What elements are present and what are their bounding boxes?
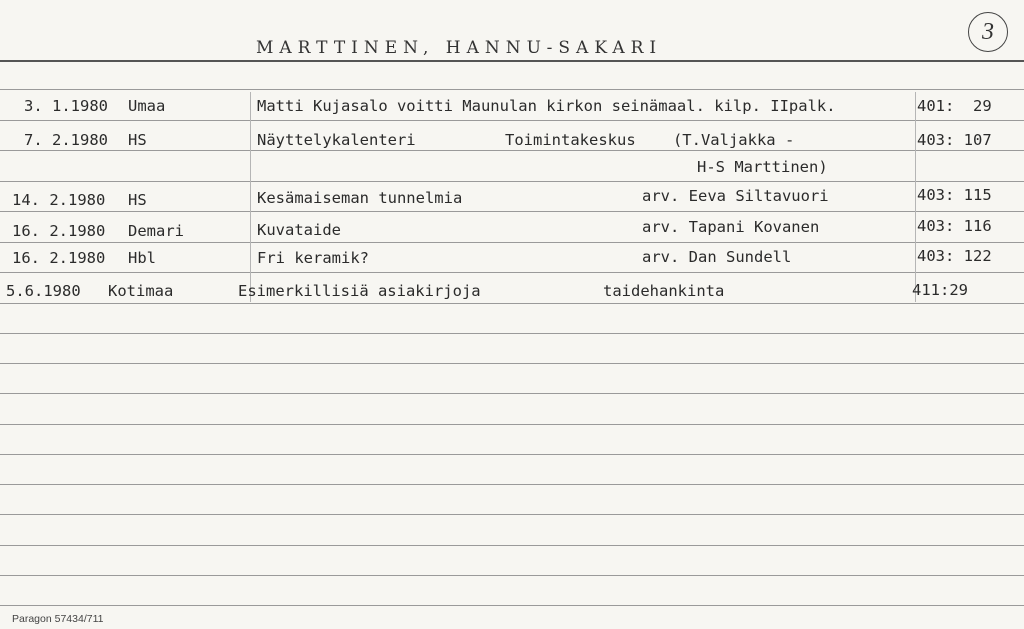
row-date: 5.6.1980 — [6, 282, 81, 300]
row-source: HS — [128, 191, 147, 209]
rule-line — [0, 424, 1024, 425]
row-date: 16. 2.1980 — [12, 249, 106, 267]
rule-line — [0, 363, 1024, 364]
rule-line — [0, 514, 1024, 515]
row-ref: 403: 122 — [917, 247, 992, 265]
rule-line — [0, 181, 1024, 182]
row-extra: arv. Tapani Kovanen — [642, 218, 820, 236]
row-extra: taidehankinta — [603, 282, 725, 300]
rule-line — [0, 272, 1024, 273]
rule-line — [0, 393, 1024, 394]
rule-line — [0, 89, 1024, 90]
row-text: Kuvataide — [257, 221, 341, 239]
row-text: Esimerkillisiä asiakirjoja — [238, 282, 481, 300]
row-text: Fri keramik? — [257, 249, 369, 267]
row-date: 14. 2.1980 — [12, 191, 106, 209]
row-date: 7. 2.1980 — [24, 131, 108, 149]
rule-line — [0, 545, 1024, 546]
row-source: HS — [128, 131, 147, 149]
row-ref: 403: 116 — [917, 217, 992, 235]
row-extra: arv. Dan Sundell — [642, 248, 792, 266]
rule-line — [0, 303, 1024, 304]
row-extra: arv. Eeva Siltavuori — [642, 187, 829, 205]
row-source: Demari — [128, 222, 184, 240]
rule-line — [0, 454, 1024, 455]
row-text: Matti Kujasalo voitti Maunulan kirkon seinämaal. kilp. IIpalk. — [257, 97, 836, 115]
rule-line — [0, 575, 1024, 576]
row-date: 16. 2.1980 — [12, 222, 106, 240]
rule-line — [0, 484, 1024, 485]
rule-line — [0, 120, 1024, 121]
row-text: Näyttelykalenteri — [257, 131, 416, 149]
row-date: 3. 1.1980 — [24, 97, 108, 115]
row-extra: Toimintakeskus (T.Valjakka - — [505, 131, 795, 149]
row-extra-continued: H-S Marttinen) — [697, 158, 828, 176]
rule-line — [0, 333, 1024, 334]
card-number-badge: 3 — [968, 12, 1008, 52]
row-text: Kesämaiseman tunnelmia — [257, 189, 463, 207]
row-source: Hbl — [128, 249, 156, 267]
rule-line — [0, 242, 1024, 243]
column-guide — [250, 92, 251, 302]
rule-line — [0, 150, 1024, 151]
form-number-footer: Paragon 57434/711 — [12, 613, 104, 625]
row-source: Umaa — [128, 97, 166, 115]
rule-line — [0, 211, 1024, 212]
column-guide — [915, 92, 916, 302]
row-ref: 411:29 — [912, 281, 968, 299]
row-source: Kotimaa — [108, 282, 174, 300]
row-ref: 403: 115 — [917, 186, 992, 204]
row-ref: 401: 29 — [917, 97, 992, 115]
card-name-heading: MARTTINEN, HANNU-SAKARI — [256, 38, 663, 58]
header-rule — [0, 60, 1024, 62]
row-ref: 403: 107 — [917, 131, 992, 149]
rule-line — [0, 605, 1024, 606]
